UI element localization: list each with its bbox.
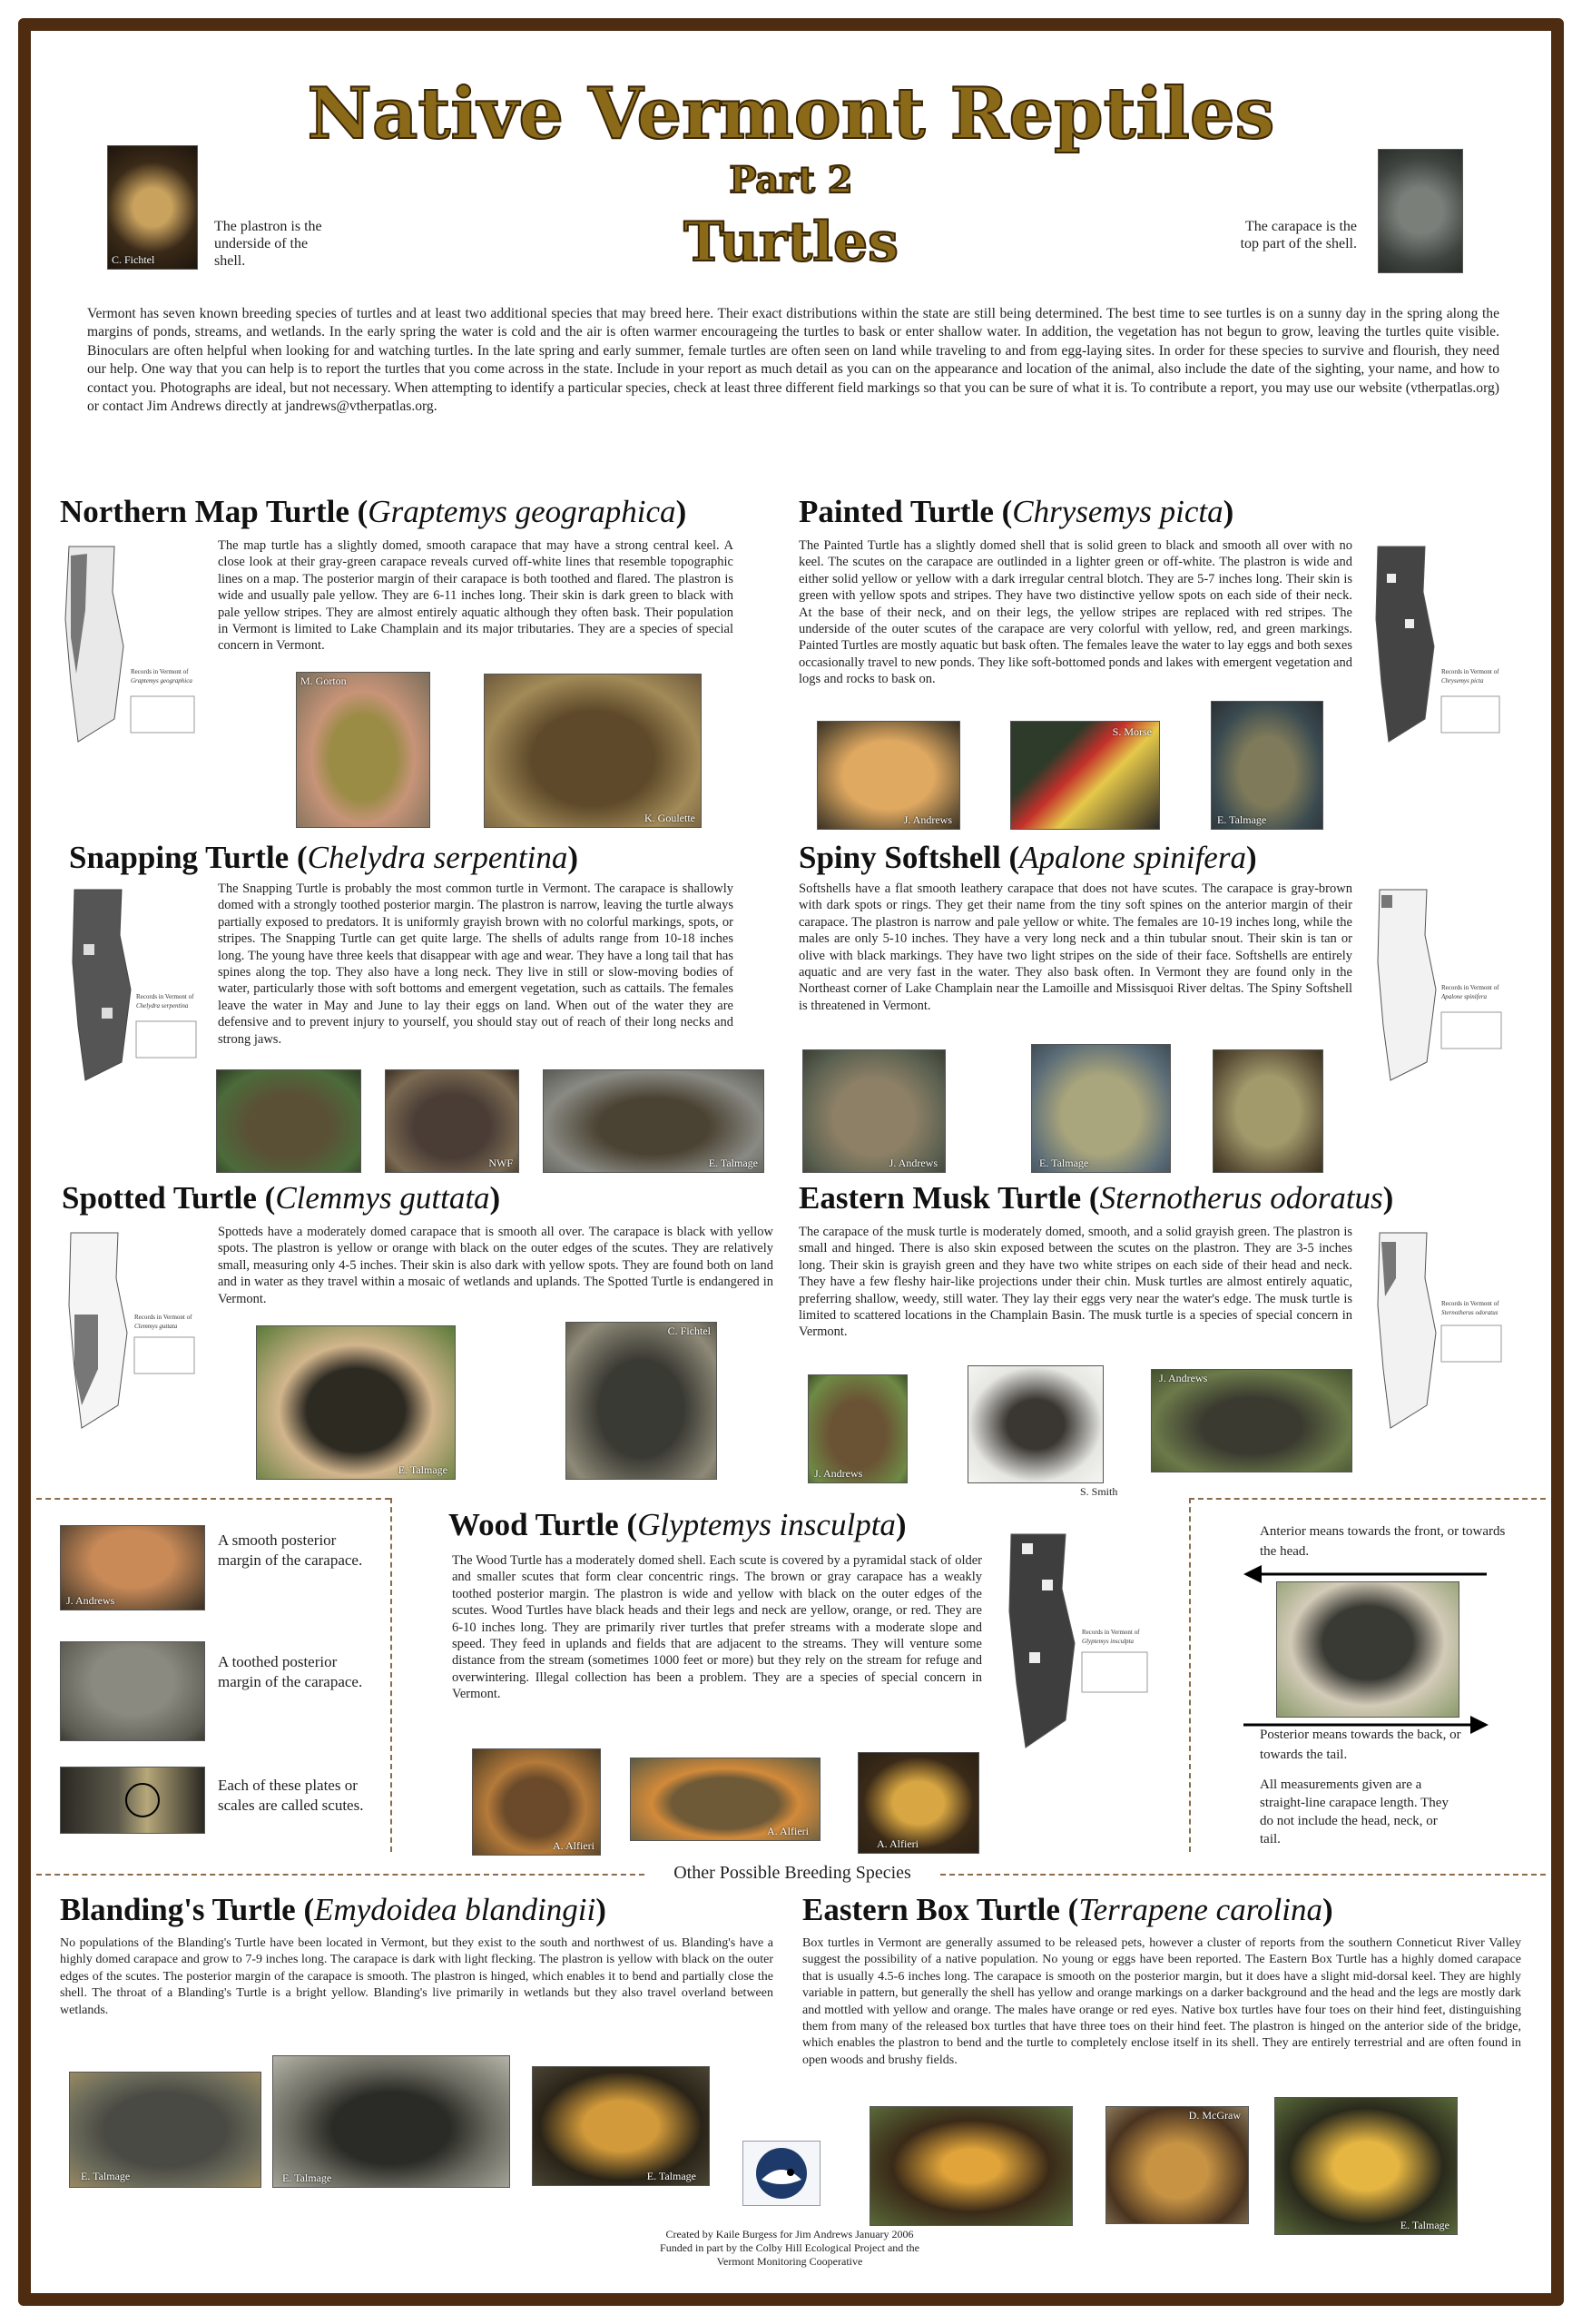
map-turtle-heading: Northern Map Turtle (Graptemys geographica): [60, 494, 687, 529]
softshell-heading: Spiny Softshell (Apalone spinifera): [799, 840, 1257, 875]
blandings-photo-2: E. Talmage: [272, 2055, 510, 2188]
spotted-turtle-text: Spotteds have a moderately domed carapace that is smooth all over. The carapace is black with yellow spots. The plastron is yellow or orange with black on the outer edges of the scutes. They are relatively small, measuring only 4-5 inches. Their skin is also dark with yellow spots. They are found both on land and in water as they travel within a mosaic of wetlands and uplands. The Spotted Turtle is endangered in Vermont.: [218, 1225, 773, 1306]
painted-turtle-photo-3: E. Talmage: [1211, 701, 1323, 830]
posterior-caption: Posterior means towards the back, or towards the tail.: [1260, 1728, 1461, 1762]
blandings-photo-1: E. Talmage: [69, 2072, 261, 2188]
box-turtle-text: Box turtles in Vermont are generally assumed to be released pets, however a cluster of reports from the southern Conneticut River Valley suggest the possibility of a native population. No young or eggs have been reported. The Eastern Box Turtle has a highly domed carapace that is usually 4.5-6 inches long. The carapace is smooth on the posterior margin, but it does have a slight mid-dorsal keel. They are highly variable in pattern, but generally the shell has yellow and orange markings on a darker background and the head and the legs are mostly dark and mottled with yellow and orange. The males have orange or red eyes. Native box turtles have four toes on their hind feet, distinguishing them from many of the released box turtles that have three toes on their hind feet. The plastron is hinged on the anterior side of the bridge, which enables the plastron to bend and the turtle to completely enclose itself in its shell. They are entirely terrestrial and are often found in open woods and brushy fields.: [802, 1936, 1521, 2067]
anterior-arrow-icon: [1243, 1565, 1489, 1583]
svg-text:Records in Vermont of: Records in Vermont of: [1441, 1300, 1499, 1307]
snapping-turtle-heading: Snapping Turtle (Chelydra serpentina): [69, 840, 579, 875]
musk-turtle-photo-1: J. Andrews: [808, 1374, 908, 1483]
scutes-photo: [60, 1767, 205, 1834]
snapping-turtle-text: The Snapping Turtle is probably the most common turtle in Vermont. The carapace is shallowly domed with a strongly toothed posterior margin. The plastron is narrow, leaving the turtle always partially exposed to predators. It is uniformly grayish brown with no colorful markings, spots, or stripes. The Snapping Turtle can get quite large. The shells of adults range from 10-18 inches long. The young have three keels that disappear with age and wear. They have a long tail that has spines along the top. They also have a long neck. They live in still or slow-moving bodies of water, particularly those with soft bottoms and emergent vegetation, such as cattails. The females leave the water in May and June to lay their eggs on land. When out of the water they are defensive and to prevent injury to yourself, you should stay out of reach of their long necks and strong jaws.: [218, 881, 733, 1047]
vermont-range-map: [1371, 881, 1516, 1089]
section-divider: [36, 1498, 390, 1500]
svg-text:Glyptemys insculpta: Glyptemys insculpta: [1082, 1638, 1134, 1645]
box-turtle-photo-3: E. Talmage: [1274, 2097, 1458, 2235]
toothed-margin-photo: [60, 1641, 205, 1741]
section-divider: [1189, 1498, 1546, 1500]
svg-text:Graptemys geographica: Graptemys geographica: [131, 677, 192, 684]
plastron-caption: The plastron is the underside of the shell.: [214, 219, 322, 269]
softshell-photo-2: E. Talmage: [1031, 1044, 1171, 1173]
painted-turtle-text: The Painted Turtle has a slightly domed shell that is solid green to black and smooth all over with no keel. The scutes on the carapace are outlinded in a lighter green or off-white. The plastron is wide and either solid yellow or yellow with a dark irregular central blotch. They are 5-7 inches long. Their skin is green with yellow spots and stripes. They have two distinctive yellow spots on each side of their neck. At the base of their neck, and on their legs, the yellow stripes are replaced with red stripes. The underside of the outer scutes of the carapace are very colorful with yellow, red, and green markings. Painted Turtles are mostly aquatic but bask often. The females leave the water to lay eggs and both sexes occasionally travel to new ponds. They like soft-bottomed ponds and lakes with emergent vegetation and logs and rocks to bask on.: [799, 538, 1352, 687]
measurement-note: All measurements given are a straight-line carapace length. They do not include the head, neck, or tail.: [1260, 1777, 1449, 1846]
svg-text:Records in Vermont of: Records in Vermont of: [131, 668, 189, 675]
musk-turtle-text: The carapace of the musk turtle is moderately domed, smooth, and a solid grayish green. The plastron is small and hinged. There is also skin exposed between the scutes on the plastron. They are 3-5 inches long. Their skin is grayish green and they have two white stripes on each side of their head and neck. They have a few fleshy hair-like projections under their chin. Musk turtles are almost entirely aquatic, preferring shallow, weedy, still water. They lay their eggs very near the water's edge. The musk turtle is limited to scattered locations in the Champlain Basin. The musk turtle is a species of special concern in Vermont.: [799, 1225, 1352, 1340]
svg-text:Chrysemys picta: Chrysemys picta: [1441, 677, 1484, 684]
vermont-range-map: [1371, 1224, 1516, 1437]
musk-turtle-heading: Eastern Musk Turtle (Sternotherus odoratus): [799, 1180, 1394, 1216]
spotted-turtle-photo-1: E. Talmage: [256, 1325, 456, 1480]
map-turtle-photo-2: K. Goulette: [484, 674, 702, 828]
svg-text:Records in Vermont of: Records in Vermont of: [1082, 1629, 1140, 1636]
wood-turtle-photo-2: A. Alfieri: [630, 1758, 820, 1841]
svg-text:Records in Vermont of: Records in Vermont of: [136, 993, 194, 1000]
anterior-caption: Anterior means towards the front, or towards the head.: [1260, 1524, 1506, 1559]
toothed-margin-caption: A toothed posterior margin of the carapace.: [218, 1653, 363, 1690]
spotted-turtle-heading: Spotted Turtle (Clemmys guttata): [62, 1180, 501, 1216]
vermont-range-map: [60, 537, 214, 751]
carapace-photo: [1378, 149, 1463, 273]
svg-text:Clemmys guttata: Clemmys guttata: [134, 1323, 178, 1330]
svg-text:Chelydra serpentina: Chelydra serpentina: [136, 1002, 189, 1009]
map-turtle-text: The map turtle has a slightly domed, smooth carapace that may have a strong central keel. A close look at their gray-green carapace reveals curved off-white lines that resemble topographic lines on a map. The posterior margin of their carapace is both toothed and flared. The plastron is wide and usually pale yellow. They are 6-11 inches long. Their skin is dark green to black with pale yellow stripes. They are almost entirely aquatic although they often bask. Their population in Vermont is limited to Lake Champlain and its major tributaries. They are a species of special concern in Vermont.: [218, 538, 733, 654]
orientation-photo: [1276, 1581, 1459, 1718]
softshell-photo-3: [1213, 1049, 1323, 1173]
softshell-photo-1: J. Andrews: [802, 1049, 946, 1173]
wood-turtle-photo-3: A. Alfieri: [858, 1752, 979, 1854]
smooth-margin-caption: A smooth posterior margin of the carapace.: [218, 1531, 363, 1569]
footer-line: Funded in part by the Colby Hill Ecological Project and the: [660, 2241, 919, 2254]
vermont-range-map: [62, 1224, 211, 1437]
svg-text:Apalone spinifera: Apalone spinifera: [1441, 993, 1487, 1000]
snapping-turtle-photo-1: [216, 1069, 361, 1173]
blandings-photo-3: E. Talmage: [532, 2066, 710, 2186]
softshell-text: Softshells have a flat smooth leathery carapace that does not have scutes. The carapace is gray-brown with dark spots or rings. They get their name from the tiny soft spines on the anterior margin of their carapace. The plastron is narrow and pale yellow or white. The females are 10-19 inches long, while the males are only 5-10 inches. They have a very long neck and a thin tubular snout. Their skin is tan or olive with black markings. They have two light stripes on the side of their face. Softshells are entirely aquatic and are very fast in the water. They also bask often. In Vermont they are found only in the Northeast corner of Lake Champlain near the Lamoille and Missisquoi River deltas. The Spiny Softshell is threatened in Vermont.: [799, 881, 1352, 1013]
photo-credit: S. Smith: [1080, 1485, 1118, 1498]
svg-text:Records in Vermont of: Records in Vermont of: [1441, 668, 1499, 675]
musk-turtle-photo-3: J. Andrews: [1151, 1369, 1352, 1472]
footer-line: Created by Kaile Burgess for Jim Andrews January 2006: [665, 2228, 914, 2240]
wood-turtle-text: The Wood Turtle has a moderately domed shell. Each scute is covered by a pyramidal stack of older and smaller scutes that form clear concentric rings. The brown or gray carapace has a weakly toothed posterior margin. The plastron is wide and yellow with black on the outer edges of the scutes. Wood Turtles have black heads and their legs and neck are yellow, orange, or red. They are 6-10 inches long. They are primarily river turtles that prefer streams with a moderate slope and speed. They feed in uplands and fields that are adjacent to the streams. They will venture some distance from the stream (sometimes 1000 feet or more) but they rely on the stream for refuge and overwintering. Illegal collection has been a problem. They are a species of special concern in Vermont.: [452, 1553, 982, 1702]
svg-text:Records in Vermont of: Records in Vermont of: [1441, 984, 1499, 991]
section-divider: [1189, 1498, 1191, 1852]
map-turtle-photo-1: M. Gorton: [296, 672, 430, 828]
circle-marker: [61, 1768, 204, 1833]
vermont-range-map: [1002, 1525, 1165, 1757]
svg-text:Records in Vermont of: Records in Vermont of: [134, 1314, 192, 1321]
painted-turtle-photo-1: J. Andrews: [817, 721, 960, 830]
photo-credit: C. Fichtel: [112, 253, 155, 266]
vermont-range-map: [65, 881, 211, 1089]
poster-subtitle: Turtles: [683, 211, 899, 274]
wood-turtle-heading: Wood Turtle (Glyptemys insculpta): [448, 1507, 907, 1542]
poster-title: Native Vermont Reptiles: [307, 73, 1275, 155]
carapace-caption: The carapace is the top part of the shell.: [1240, 219, 1357, 251]
footer-line: Vermont Monitoring Cooperative: [716, 2255, 863, 2268]
snapping-turtle-photo-2: NWF: [385, 1069, 519, 1173]
box-turtle-photo-1: [870, 2106, 1073, 2226]
box-turtle-photo-2: D. McGraw: [1105, 2106, 1249, 2224]
section-divider: [390, 1498, 392, 1852]
spotted-turtle-photo-2: C. Fichtel: [565, 1322, 717, 1480]
loon-logo-icon: [743, 2142, 820, 2205]
other-species-label: Other Possible Breeding Species: [644, 1863, 940, 1884]
section-divider: [36, 1874, 644, 1876]
plastron-photo: [107, 145, 198, 270]
logo: [742, 2141, 820, 2206]
snapping-turtle-photo-3: E. Talmage: [543, 1069, 764, 1173]
footer-credits: [581, 2228, 998, 2269]
smooth-margin-photo: J. Andrews: [60, 1525, 205, 1610]
box-turtle-heading: Eastern Box Turtle (Terrapene carolina): [802, 1892, 1333, 1927]
wood-turtle-photo-1: A. Alfieri: [472, 1748, 601, 1856]
vermont-range-map: [1369, 537, 1514, 751]
painted-turtle-photo-2: S. Morse: [1010, 721, 1160, 830]
blandings-turtle-heading: Blanding's Turtle (Emydoidea blandingii): [60, 1892, 606, 1927]
musk-turtle-photo-2: [968, 1365, 1104, 1483]
poster-part: Part 2: [729, 159, 853, 202]
intro-paragraph: Vermont has seven known breeding species of turtles and at least two additional species that may breed here. Their exact distributions within the state are still being determined. The best time to see turtles is on a sunny day in the spring along the margins of ponds, streams, and wetlands. In the early spring the water is cold and the air is often warmer encourageing the turtles to bask or enter shallow water. In addition, the vegetation has not begun to grow, leaving the turtles quite visible. Binoculars are often helpful when looking for and watching turtles. In the late spring and early summer, female turtles are often seen on land while traveling to and from egg-laying sites. In order for these species to survive and flourish, they need our help. One way that you can help is to report the turtles that you come across in the state. Include in your report as much detail as you can on the appearance and location of the animal, also include the date of the sighting, your name, and how to contact you. Photographs are ideal, but not necessary. When attempting to identify a particular species, check at least three different field markings so that you can be sure of what it is. To contribute a report, you may use our website (vtherpatlas.org) or contact Jim Andrews directly at jandrews@vtherpatlas.org.: [87, 306, 1499, 415]
section-divider: [940, 1874, 1546, 1876]
scutes-caption: Each of these plates or scales are called scutes.: [218, 1777, 364, 1814]
svg-text:Sternotherus odoratus: Sternotherus odoratus: [1441, 1309, 1498, 1316]
painted-turtle-heading: Painted Turtle (Chrysemys picta): [799, 494, 1234, 529]
blandings-turtle-text: No populations of the Blanding's Turtle have been located in Vermont, but they exist to the south and northwest of us. Blanding's have a highly domed carapace and grow to 7-9 inches long. The carapace is dark with light flecking. The plastron is yellow with black on the outer edges of the scutes. The posterior margin of the carapace is smooth. The plastron is hinged, which enables it to bend and partially close the shell. The throat of a Blanding's Turtle is a bright yellow. Blanding's live primarily in wetlands but they also travel overland between wetlands.: [60, 1936, 773, 2017]
